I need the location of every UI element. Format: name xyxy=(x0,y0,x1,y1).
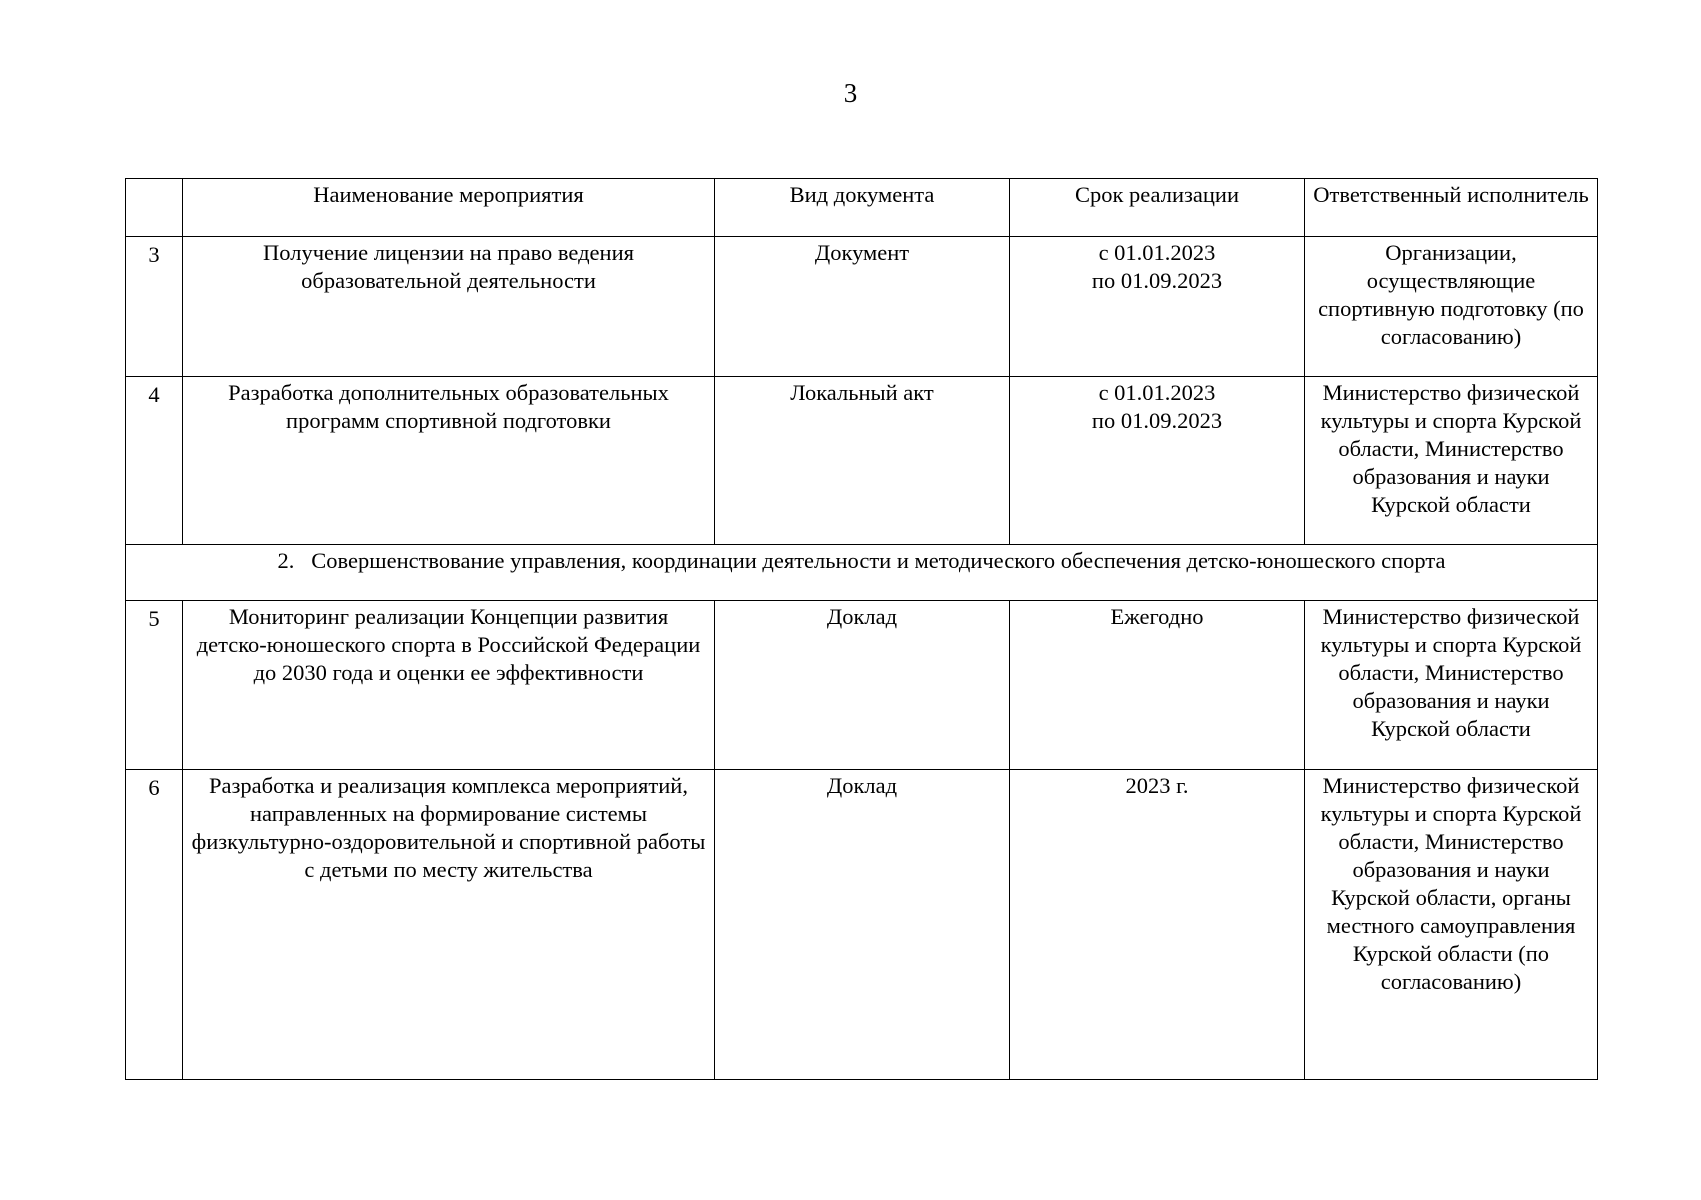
row-num: 4 xyxy=(126,377,183,545)
header-responsible: Ответственный исполнитель xyxy=(1305,179,1598,237)
period-end: по 01.09.2023 xyxy=(1091,408,1223,433)
page-number: 3 xyxy=(843,78,858,108)
table-row xyxy=(126,770,1598,1080)
section-number: 2. xyxy=(277,548,295,573)
row-responsible: Министерство физической культуры и спорта Курской области, Министерство образования и науки Курской области xyxy=(1305,601,1598,770)
row-name: Разработка и реализация комплекса мероприятий, направленных на формирование системы физкультурно-оздоровительной и спортивной работы с детьми по месту жительства xyxy=(183,770,715,1080)
section-title: Совершенствование управления, координации деятельности и методического обеспечения детско-юношеского спорта xyxy=(311,548,1446,573)
header-period: Срок реализации xyxy=(1010,179,1305,237)
row-name: Мониторинг реализации Концепции развития детско-юношеского спорта в Российской Федерации до 2030 года и оценки ее эффективности xyxy=(183,601,715,770)
table-row xyxy=(126,601,1598,770)
row-doc-type: Доклад xyxy=(715,601,1010,770)
section-heading xyxy=(126,545,1598,601)
table-row xyxy=(126,237,1598,377)
row-doc-type: Доклад xyxy=(715,770,1010,1080)
row-period: 2023 г. xyxy=(1010,770,1305,1080)
activities-table xyxy=(125,178,1598,1080)
row-responsible: Министерство физической культуры и спорта Курской области, Министерство образования и науки Курской области, органы местного самоуправления Курской области (по согласованию) xyxy=(1305,770,1598,1080)
row-responsible: Министерство физической культуры и спорта Курской области, Министерство образования и науки Курской области xyxy=(1305,377,1598,545)
row-num: 5 xyxy=(126,601,183,770)
row-period: Ежегодно xyxy=(1010,601,1305,770)
row-period xyxy=(1010,377,1305,545)
row-num: 3 xyxy=(126,237,183,377)
period-start: с 01.01.2023 xyxy=(1098,240,1216,265)
section-row xyxy=(126,545,1598,601)
table-header-row xyxy=(126,179,1598,237)
period-end: по 01.09.2023 xyxy=(1091,268,1223,293)
table-row xyxy=(126,377,1598,545)
row-period xyxy=(1010,237,1305,377)
row-num: 6 xyxy=(126,770,183,1080)
row-responsible: Организации, осуществляющие спортивную подготовку (по согласованию) xyxy=(1305,237,1598,377)
row-doc-type: Локальный акт xyxy=(715,377,1010,545)
row-name: Разработка дополнительных образовательных программ спортивной подготовки xyxy=(183,377,715,545)
row-name: Получение лицензии на право ведения образовательной деятельности xyxy=(183,237,715,377)
row-doc-type: Документ xyxy=(715,237,1010,377)
header-name: Наименование мероприятия xyxy=(183,179,715,237)
header-doc-type: Вид документа xyxy=(715,179,1010,237)
period-start: с 01.01.2023 xyxy=(1098,380,1216,405)
header-num xyxy=(126,179,183,237)
